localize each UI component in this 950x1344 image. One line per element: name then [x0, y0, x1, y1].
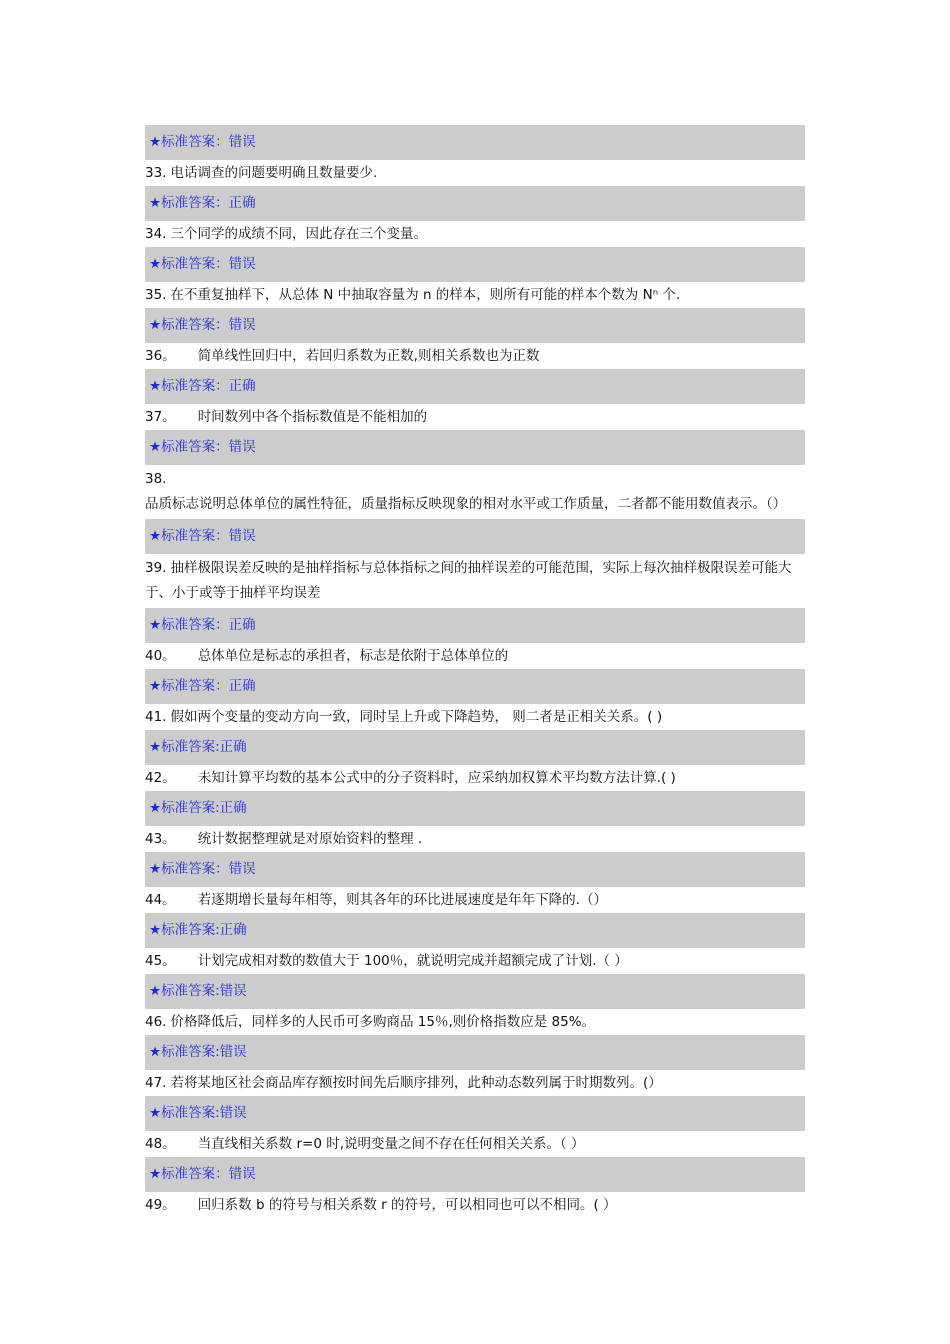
answer-banner: ★标准答案：错误 [145, 852, 805, 887]
question-text: 三个同学的成绩不同，因此存在三个变量。 [170, 226, 427, 242]
question-number: 38. [145, 471, 167, 487]
question-item [145, 465, 805, 519]
answer-banner: ★标准答案：正确 [145, 369, 805, 404]
question-text: 假如两个变量的变动方向一致，同时呈上升或下降趋势， 则二者是正相关关系。( ) [170, 709, 663, 725]
question-text: 当直线相关系数 r=0 时,说明变量之间不存在任何相关关系。（ ） [197, 1136, 585, 1152]
answer-banner: ★标准答案:正确 [145, 791, 805, 826]
question-number: 36。 [145, 348, 176, 364]
question-number: 41. [145, 709, 167, 725]
answer-banner: ★标准答案:错误 [145, 1035, 805, 1070]
question-item [145, 554, 805, 608]
question-number: 37。 [145, 409, 176, 425]
question-number: 43。 [145, 831, 176, 847]
question-text: 统计数据整理就是对原始资料的整理 . [197, 831, 423, 847]
answer-banner: ★标准答案：错误 [145, 247, 805, 282]
question-item [145, 282, 805, 308]
question-number: 44。 [145, 892, 176, 908]
question-number: 34. [145, 226, 167, 242]
question-item [145, 221, 805, 247]
question-number: 42。 [145, 770, 176, 786]
answer-banner: ★标准答案:正确 [145, 730, 805, 765]
question-text: 计划完成相对数的数值大于 100％，就说明完成并超额完成了计划.（ ） [197, 953, 628, 969]
question-item [145, 1192, 805, 1218]
question-item [145, 1070, 805, 1096]
answer-banner: ★标准答案：错误 [145, 125, 805, 160]
answer-banner: ★标准答案:错误 [145, 974, 805, 1009]
document-body [145, 125, 805, 1218]
question-number: 35. [145, 287, 167, 303]
question-text: 简单线性回归中，若回归系数为正数,则相关系数也为正数 [197, 348, 540, 364]
answer-banner: ★标准答案：错误 [145, 1157, 805, 1192]
question-text: 品质标志说明总体单位的属性特征，质量指标反映现象的相对水平或工作质量，二者都不能用数值表示。（） [145, 496, 787, 512]
question-text: 若将某地区社会商品库存额按时间先后顺序排列，此种动态数列属于时期数列。(） [170, 1075, 662, 1091]
answer-banner: ★标准答案：错误 [145, 430, 805, 465]
question-item [145, 1009, 805, 1035]
question-text: 时间数列中各个指标数值是不能相加的 [197, 409, 428, 425]
question-item [145, 343, 805, 369]
question-number: 39. [145, 560, 167, 576]
question-text: 未知计算平均数的基本公式中的分子资料时，应采纳加权算术平均数方法计算.( ) [197, 770, 676, 786]
question-text: 若逐期增长量每年相等，则其各年的环比进展速度是年年下降的.（） [197, 892, 607, 908]
answer-banner: ★标准答案：错误 [145, 519, 805, 554]
question-number: 47. [145, 1075, 167, 1091]
question-number: 40。 [145, 648, 176, 664]
answer-banner: ★标准答案:错误 [145, 1096, 805, 1131]
question-item [145, 765, 805, 791]
question-item [145, 160, 805, 186]
question-number: 48。 [145, 1136, 176, 1152]
question-item [145, 948, 805, 974]
answer-banner: ★标准答案：错误 [145, 308, 805, 343]
answer-banner: ★标准答案:正确 [145, 913, 805, 948]
question-text: 抽样极限误差反映的是抽样指标与总体指标之间的抽样误差的可能范围，实际上每次抽样极限误差可能大于、小于或等于抽样平均误差 [145, 560, 792, 601]
question-text: 回归系数 b 的符号与相关系数 r 的符号，可以相同也可以不相同。( ） [197, 1197, 617, 1213]
answer-banner: ★标准答案：正确 [145, 608, 805, 643]
question-item [145, 1131, 805, 1157]
question-number: 46. [145, 1014, 167, 1030]
question-item [145, 887, 805, 913]
question-item [145, 826, 805, 852]
question-number: 33. [145, 165, 167, 181]
question-number: 45。 [145, 953, 176, 969]
question-text: 在不重复抽样下，从总体 N 中抽取容量为 n 的样本，则所有可能的样本个数为 Nⁿ 个. [170, 287, 681, 303]
question-text: 价格降低后，同样多的人民币可多购商品 15％,则价格指数应是 85%。 [170, 1014, 596, 1030]
question-number: 49。 [145, 1197, 176, 1213]
question-text: 电话调查的问题要明确且数量要少. [170, 165, 378, 181]
question-item [145, 404, 805, 430]
question-text: 总体单位是标志的承担者，标志是依附于总体单位的 [197, 648, 509, 664]
answer-banner: ★标准答案：正确 [145, 669, 805, 704]
answer-banner: ★标准答案：正确 [145, 186, 805, 221]
question-item [145, 704, 805, 730]
question-item [145, 643, 805, 669]
